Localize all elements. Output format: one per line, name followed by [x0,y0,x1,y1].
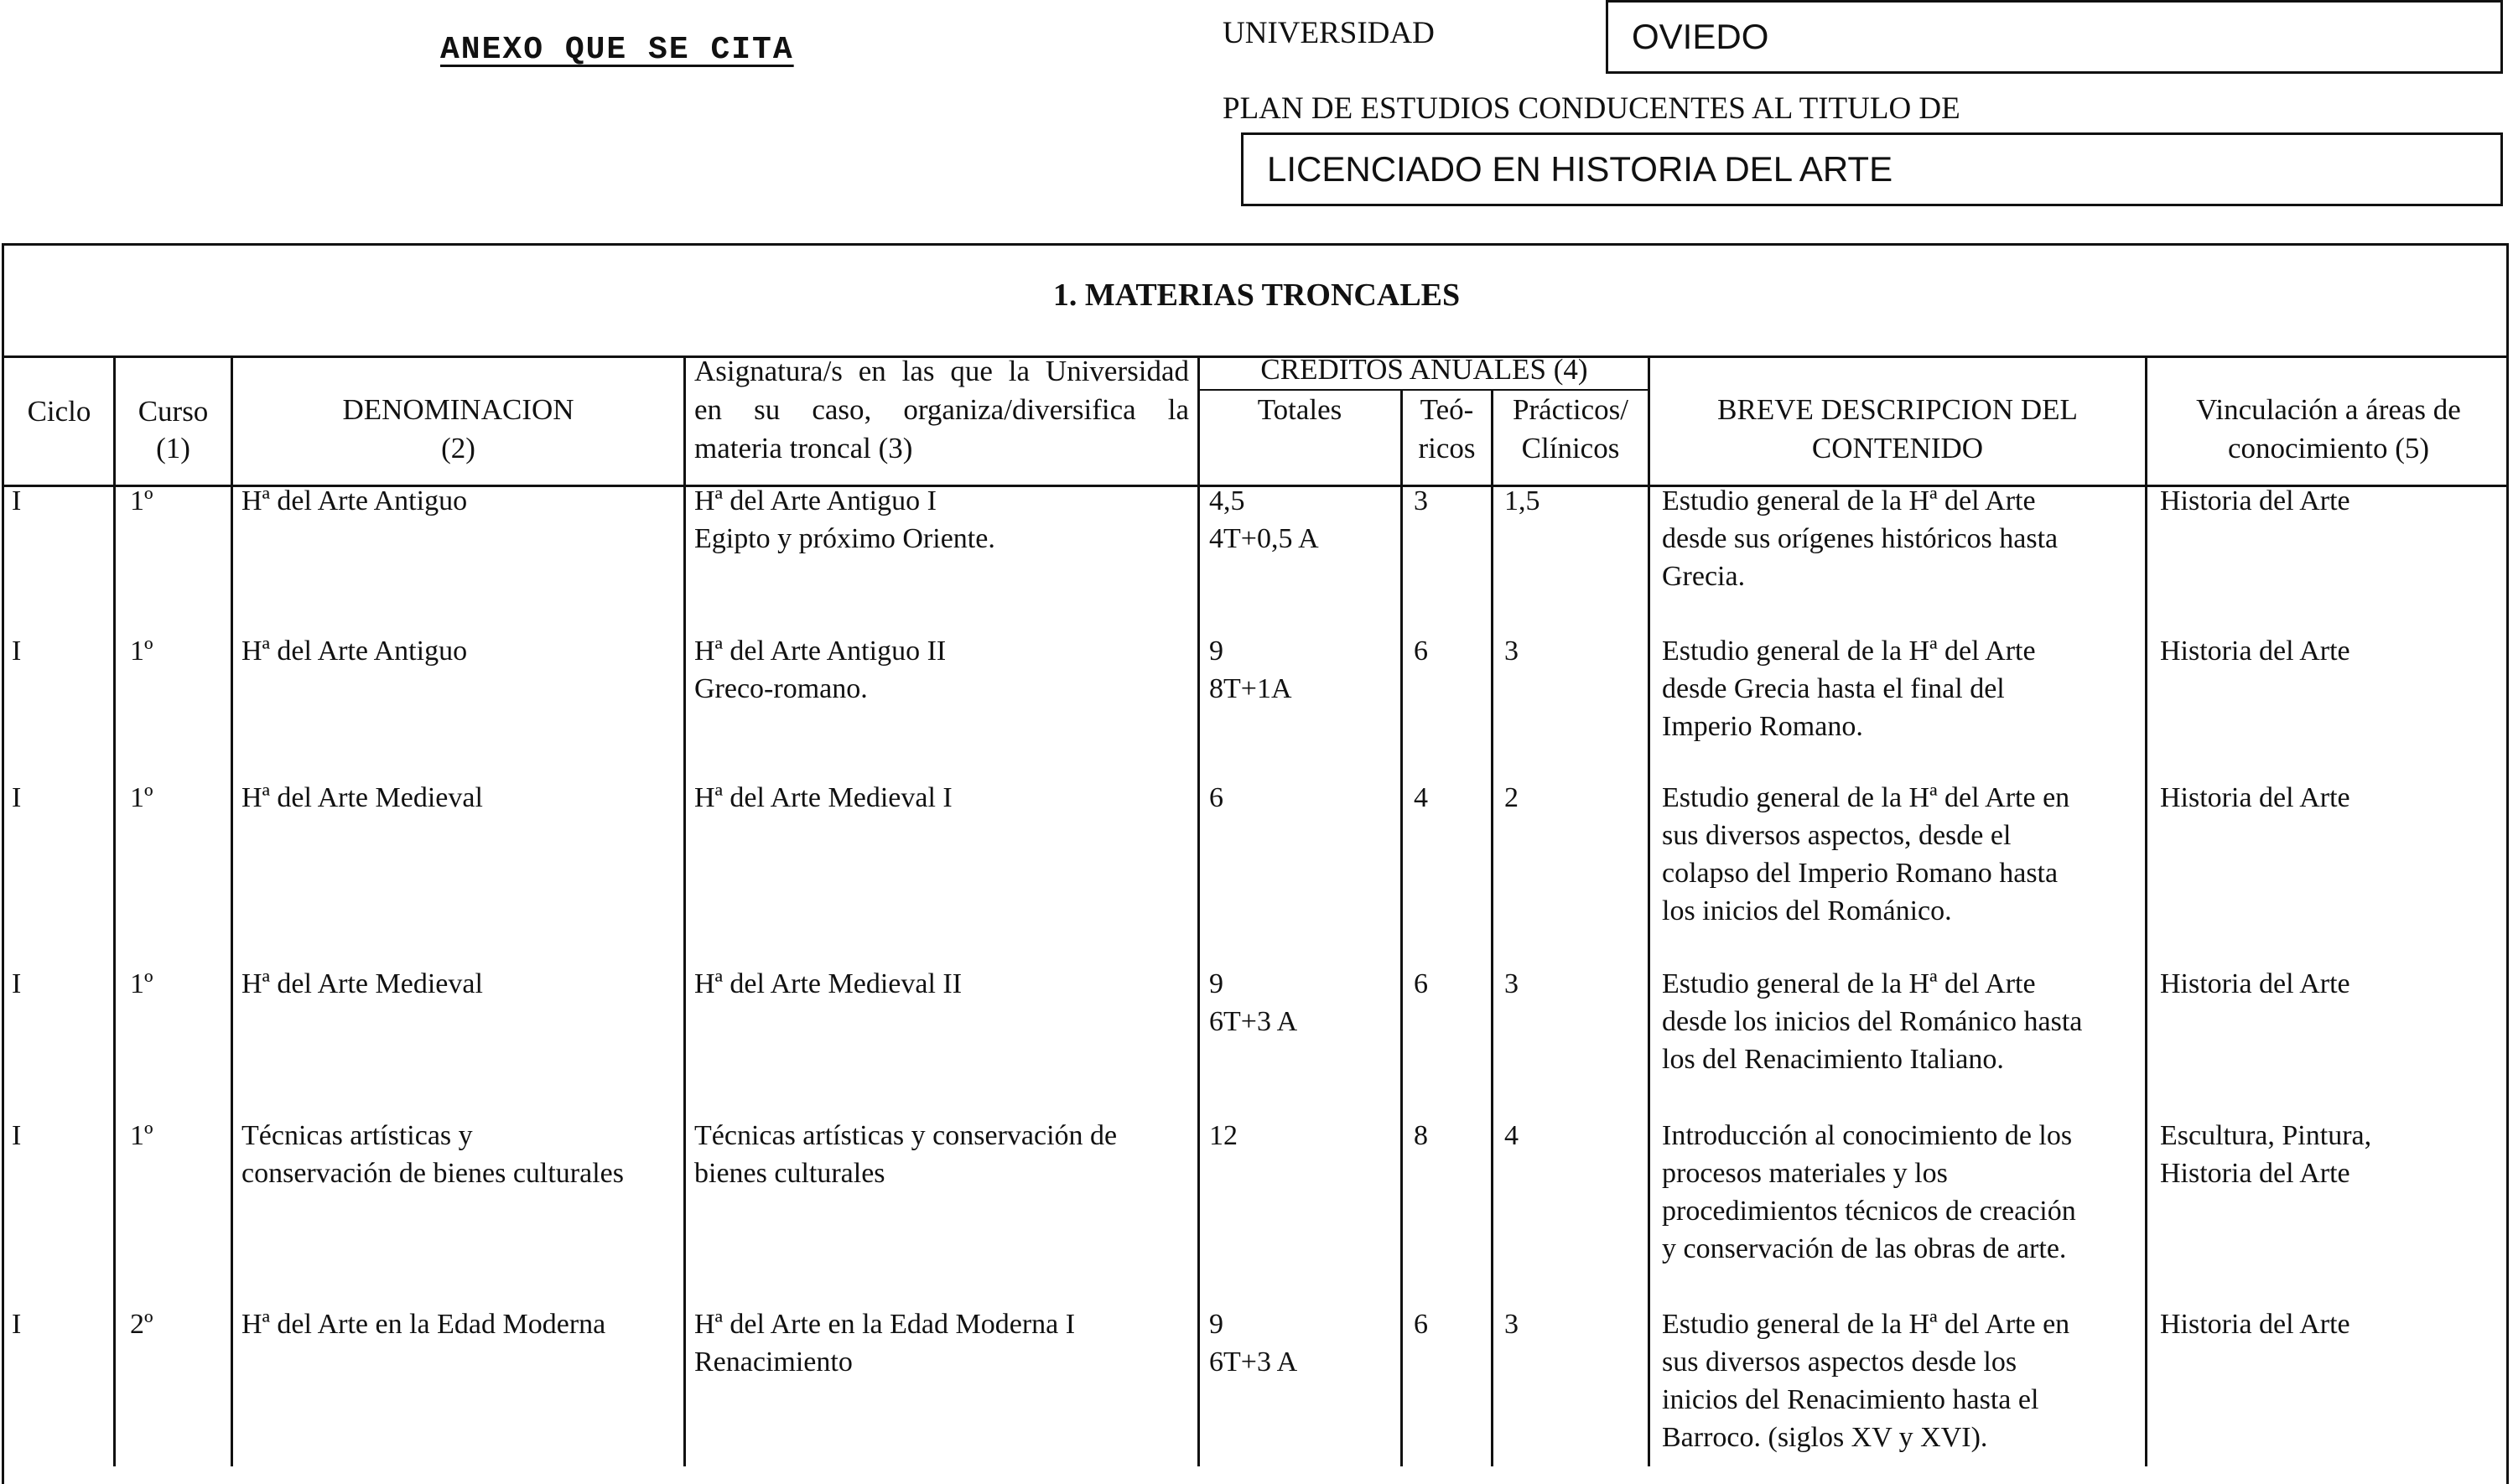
row-2-teoricos: 6 [1414,636,1428,667]
row-2-ciclo: I [12,636,22,667]
row-1-ciclo: I [12,485,22,516]
row-5-asignatura-line-2: bienes culturales [694,1158,885,1189]
row-2-curso: 1º [130,636,153,667]
row-5-asignatura-line-1: Técnicas artísticas y conservación de [694,1120,1118,1151]
row-3-denominacion: Hª del Arte Medieval [241,782,483,813]
row-1-asignatura-line-1: Hª del Arte Antiguo I [694,485,937,516]
row-6-descripcion-line-2: sus diversos aspectos desde los [1662,1346,2017,1378]
row-5-curso: 1º [130,1120,153,1151]
row-1-descripcion-line-3: Grecia. [1662,561,1746,592]
row-6-curso: 2º [130,1309,153,1340]
row-1-teoricos: 3 [1414,485,1428,516]
row-6-descripcion-line-4: Barroco. (siglos XV y XVI). [1662,1422,1988,1453]
col-header-descripcion-1: BREVE DESCRIPCION DEL [1717,393,2078,426]
row-4-curso: 1º [130,968,153,999]
row-6-descripcion-line-3: inicios del Renacimiento hasta el [1662,1384,2039,1415]
row-2-descripcion-line-2: desde Grecia hasta el final del [1662,673,2005,704]
degree-box [1241,132,2503,206]
row-4-ciclo: I [12,968,22,999]
row-5-denominacion-line-1: Técnicas artísticas y [241,1120,473,1151]
row-3-asignatura: Hª del Arte Medieval I [694,782,953,813]
row-5-vinculacion-line-1: Escultura, Pintura, [2160,1120,2372,1151]
row-6-ciclo: I [12,1309,22,1340]
annex-title: ANEXO QUE SE CITA [440,32,794,68]
row-4-vinculacion: Historia del Arte [2160,968,2350,999]
col-header-denominacion: DENOMINACION [342,393,574,426]
row-2-descripcion-line-3: Imperio Romano. [1662,711,1863,742]
row-1-practicos: 1,5 [1504,485,1540,516]
col-header-vinculacion-2: conocimiento (5) [2227,432,2430,464]
row-6-teoricos: 6 [1414,1309,1428,1340]
col-header-teoricos-1: Teó- [1420,393,1474,426]
row-5-vinculacion-line-2: Historia del Arte [2160,1158,2350,1189]
row-5-denominacion-line-2: conservación de bienes culturales [241,1158,624,1189]
row-4-practicos: 3 [1504,968,1519,999]
row-1-totales-line-2: 4T+0,5 A [1209,523,1319,554]
col-header-creditos: CREDITOS ANUALES (4) [1260,353,1588,386]
row-6-descripcion-line-1: Estudio general de la Hª del Arte en [1662,1309,2070,1340]
row-3-vinculacion: Historia del Arte [2160,782,2350,813]
col-header-practicos-1: Prácticos/ [1512,393,1629,426]
row-2-denominacion: Hª del Arte Antiguo [241,636,468,667]
row-5-practicos: 4 [1504,1120,1519,1151]
row-4-totales-line-2: 6T+3 A [1209,1006,1298,1037]
row-4-descripcion-line-1: Estudio general de la Hª del Arte [1662,968,2036,999]
col-rule-1 [113,355,116,1466]
row-3-ciclo: I [12,782,22,813]
col-header-ciclo: Ciclo [27,395,91,428]
row-5-descripcion-line-4: y conservación de las obras de arte. [1662,1233,2067,1264]
col-header-descripcion-2: CONTENIDO [1811,432,1984,464]
row-1-vinculacion: Historia del Arte [2160,485,2350,516]
row-3-descripcion-line-1: Estudio general de la Hª del Arte en [1662,782,2070,813]
row-4-asignatura: Hª del Arte Medieval II [694,968,963,999]
row-2-asignatura-line-1: Hª del Arte Antiguo II [694,636,947,667]
col-rule-5 [1400,389,1403,1466]
col-rule-4 [1197,355,1200,1466]
row-3-descripcion-line-3: colapso del Imperio Romano hasta [1662,858,2059,889]
row-1-totales-line-1: 4,5 [1209,485,1245,516]
university-value: OVIEDO [1632,17,1769,56]
col-header-denominacion-note: (2) [441,432,475,464]
col-header-teoricos-2: ricos [1418,432,1476,464]
row-5-teoricos: 8 [1414,1120,1428,1151]
row-6-totales-line-2: 6T+3 A [1209,1346,1298,1378]
row-3-curso: 1º [130,782,153,813]
row-5-descripcion-line-1: Introducción al conocimiento de los [1662,1120,2073,1151]
row-2-descripcion-line-1: Estudio general de la Hª del Arte [1662,636,2036,667]
row-3-descripcion-line-4: los inicios del Románico. [1662,895,1952,926]
row-1-denominacion: Hª del Arte Antiguo [241,485,468,516]
row-5-descripcion-line-2: procesos materiales y los [1662,1158,1948,1189]
col-header-totales: Totales [1257,393,1342,426]
col-rule-6 [1491,389,1493,1466]
col-rule-3 [683,355,686,1466]
row-6-vinculacion: Historia del Arte [2160,1309,2350,1340]
plan-label: PLAN DE ESTUDIOS CONDUCENTES AL TITULO DE [1223,91,1960,126]
col-header-curso: Curso [138,395,209,428]
col-header-vinculacion-1: Vinculación a áreas de [2196,393,2461,426]
col-rule-2 [231,355,233,1466]
row-2-totales-line-2: 8T+1A [1209,673,1292,704]
row-4-denominacion: Hª del Arte Medieval [241,968,483,999]
section-title: 1. MATERIAS TRONCALES [1052,278,1461,313]
row-6-denominacion: Hª del Arte en la Edad Moderna [241,1309,606,1340]
row-4-descripcion-line-2: desde los inicios del Románico hasta [1662,1006,2083,1037]
row-6-asignatura-line-1: Hª del Arte en la Edad Moderna I [694,1309,1076,1340]
row-2-vinculacion: Historia del Arte [2160,636,2350,667]
col-rule-8 [2145,355,2147,1466]
row-2-totales-line-1: 9 [1209,636,1223,667]
col-rule-7 [1648,355,1650,1466]
col-header-asignatura-2: en su caso, organiza/diversifica la [694,393,1189,426]
degree-value: LICENCIADO EN HISTORIA DEL ARTE [1267,149,1893,189]
row-6-totales-line-1: 9 [1209,1309,1223,1340]
col-header-practicos-2: Clínicos [1521,432,1620,464]
university-box [1606,0,2503,74]
row-3-totales: 6 [1209,782,1223,813]
col-header-asignatura-1: Asignatura/s en las que la Universidad [694,355,1189,387]
row-1-asignatura-line-2: Egipto y próximo Oriente. [694,523,995,554]
row-5-totales: 12 [1209,1120,1238,1151]
row-3-practicos: 2 [1504,782,1519,813]
row-2-asignatura-line-2: Greco-romano. [694,673,868,704]
row-3-descripcion-line-2: sus diversos aspectos, desde el [1662,820,2012,851]
row-4-teoricos: 6 [1414,968,1428,999]
university-label: UNIVERSIDAD [1223,16,1435,50]
row-1-curso: 1º [130,485,153,516]
row-1-descripcion-line-2: desde sus orígenes históricos hasta [1662,523,2059,554]
row-2-practicos: 3 [1504,636,1519,667]
row-5-descripcion-line-3: procedimientos técnicos de creación [1662,1196,2076,1227]
row-1-descripcion-line-1: Estudio general de la Hª del Arte [1662,485,2036,516]
row-4-descripcion-line-3: los del Renacimiento Italiano. [1662,1044,2004,1075]
col-header-curso-note: (1) [156,432,190,464]
row-3-teoricos: 4 [1414,782,1428,813]
col-header-asignatura-3: materia troncal (3) [694,432,913,464]
row-4-totales-line-1: 9 [1209,968,1223,999]
row-6-practicos: 3 [1504,1309,1519,1340]
row-5-ciclo: I [12,1120,22,1151]
row-6-asignatura-line-2: Renacimiento [694,1346,853,1378]
